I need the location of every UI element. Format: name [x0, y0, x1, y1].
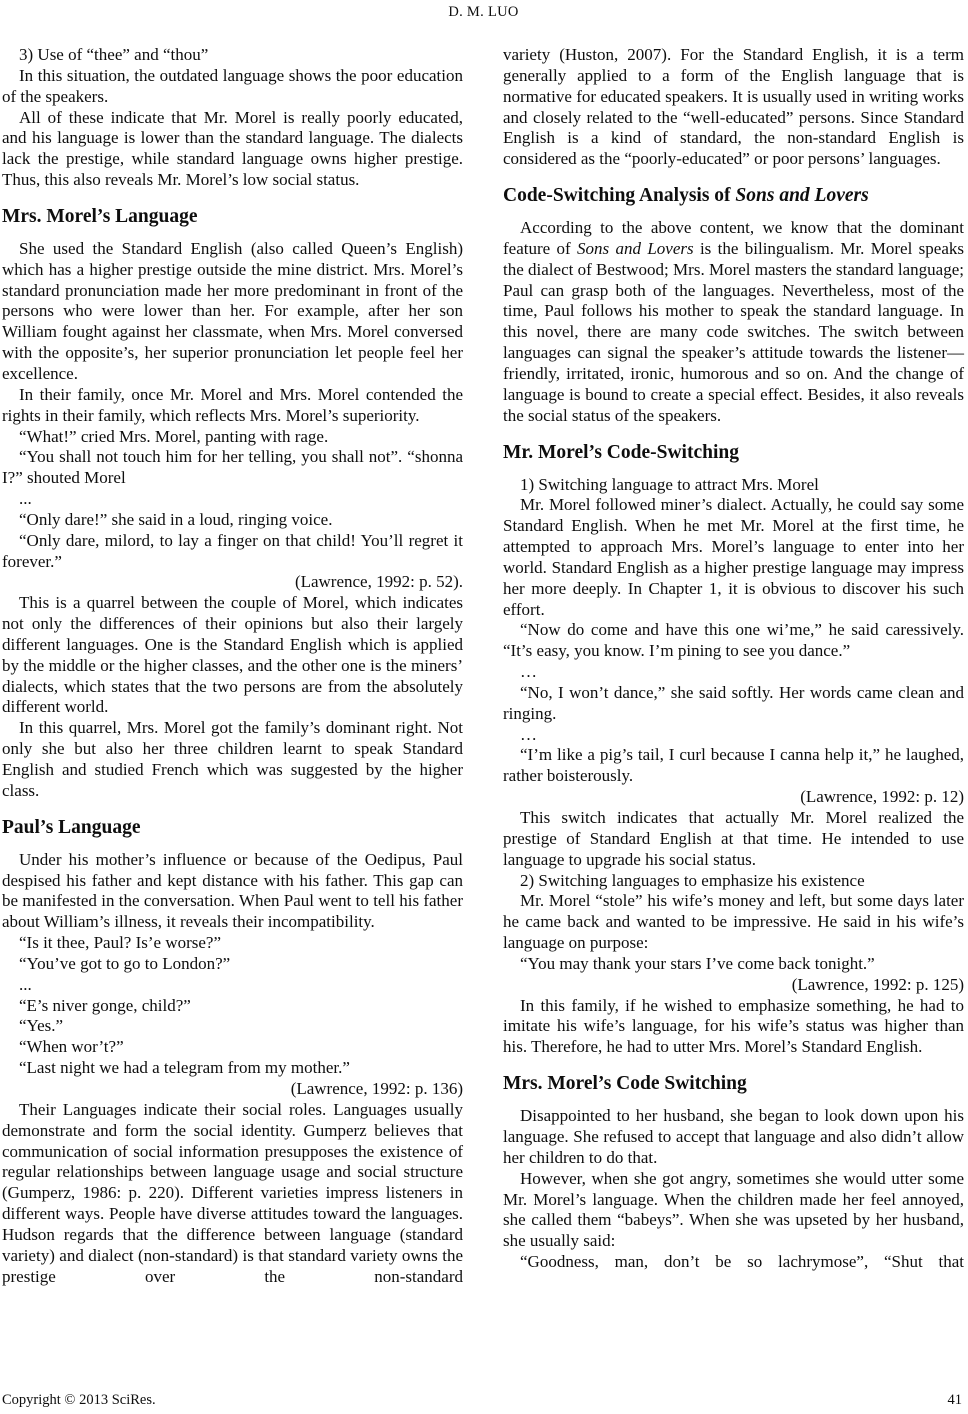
- citation-line: (Lawrence, 1992: p. 125): [791, 974, 964, 994]
- paragraph: 3) Use of “thee” and “thou”: [19, 45, 209, 64]
- paragraph: Mr. Morel “stole” his wife’s money and left, but some days later he came back and wanted to be impressive. He said in his wife’s language on purpose:: [503, 891, 964, 953]
- running-head-author: D. M. LUO: [448, 4, 519, 20]
- citation-line: (Lawrence, 1992: p. 136): [290, 1078, 463, 1098]
- paragraph: Under his mother’s influence or because of the Oedipus, Paul despised his father and kept distance with his father. This gap can be manifested in the conversation. When Paul went to tell his father about William’s illness, it reveals their incompatibility.: [2, 849, 463, 932]
- paragraph: “Goodness, man, don’t be so lachrymose”, “Shut that: [520, 1252, 964, 1272]
- paragraph: …: [520, 724, 537, 744]
- italic-text-run: Sons and Lovers: [735, 185, 869, 207]
- paragraph: ...: [19, 974, 32, 994]
- paragraph: Their Languages indicate their social roles. Languages usually demonstrate and form the social identity. Gumperz believes that communication of social information presupposes the existence of regular relationships between language usage and social structure (Gumperz, 1986: p. 220). Different varieties impress listeners in different ways. People have diverse attitudes toward the languages. Hudson regards that the difference between language (standard variety) and dialect (non-standard) is that standard variety owns the prestige over the non-standard: [2, 1099, 463, 1286]
- footer-copyright: Copyright © 2013 SciRes.: [2, 1392, 156, 1408]
- paragraph: “Last night we had a telegram from my mother.”: [19, 1058, 350, 1078]
- paragraph: variety (Huston, 2007). For the Standard English, it is a term generally applied to a form of the English language that is normative for educated speakers. It is usually used in writing works and closely related to the “well-educated” persons. Since Standard English is a kind of standard, the non-standard English is considered as the “poorly-educated” or poor persons’ languages.: [503, 45, 964, 169]
- paragraph: However, when she got angry, sometimes she would utter some Mr. Morel’s language. When the children made her feel annoyed, she called them “babeys”. When she was upseted by her husband, she usually said:: [503, 1168, 964, 1251]
- paragraph: “I’m like a pig’s tail, I curl because I canna help it,” he laughed, rather boisterously.: [503, 745, 964, 786]
- paragraph: In this situation, the outdated language shows the poor education of the speakers.: [2, 65, 463, 106]
- paragraph: 1) Switching language to attract Mrs. Morel: [520, 474, 819, 494]
- paragraph: “Only dare, milord, to lay a finger on that child! You’ll regret it forever.”: [2, 530, 463, 571]
- paragraph: 2) Switching languages to emphasize his existence: [520, 870, 865, 890]
- paragraph: “Yes.”: [19, 1016, 64, 1036]
- section-heading: Mr. Morel’s Code-Switching: [503, 441, 739, 463]
- paragraph: In this family, if he wished to emphasize something, he had to imitate his wife’s language, for his wife’s status was higher than his. Therefore, he had to utter Mrs. Morel’s Standard English.: [503, 995, 964, 1057]
- two-column-body: [2, 45, 965, 1287]
- section-heading: Mrs. Morel’s Language: [2, 205, 198, 227]
- text-run: According to the above content, we know that the dominant feature of: [503, 218, 964, 258]
- section-heading: [503, 184, 964, 208]
- text-run: Code-Switching Analysis of: [503, 185, 736, 207]
- paragraph: “Now do come and have this one wi’me,” he said caressively. “It’s easy, you know. I’m pining to see you dance.”: [503, 620, 964, 661]
- paragraph: “When wor’t?”: [19, 1037, 124, 1057]
- paragraph: This switch indicates that actually Mr. Morel realized the prestige of Standard English at that time. He intended to use language to upgrade his social status.: [503, 808, 964, 869]
- paragraph: [503, 218, 964, 426]
- right-column: [503, 45, 964, 1287]
- paragraph: “You’ve got to go to London?”: [19, 953, 231, 973]
- paragraph: In their family, once Mr. Morel and Mrs. Morel contended the rights in their family, which reflects Mrs. Morel’s superiority.: [2, 384, 463, 425]
- paragraph: Mr. Morel followed miner’s dialect. Actually, he could say some Standard English. When he met Mr. Morel at the first time, he attempted to approach Mrs. Morel’s language to enter into her world. Standard English as a higher prestige language may impress her more deeply. In Chapter 1, it is obvious to discover his such effort.: [503, 495, 964, 619]
- paragraph: All of these indicate that Mr. Morel is really poorly educated, and his language is lower than the standard language. The dialects lack the prestige, while standard language owns higher prestige. Thus, this also reveals Mr. Morel’s low social status.: [2, 107, 463, 190]
- paragraph: “You shall not touch him for her telling, you shall not”. “shonna I?” shouted Morel: [2, 447, 463, 488]
- citation-line: (Lawrence, 1992: p. 12): [800, 787, 964, 807]
- italic-text-run: Sons and Lovers: [577, 238, 694, 258]
- left-column: [2, 45, 463, 1287]
- paragraph: “Is it thee, Paul? Is’e worse?”: [19, 933, 222, 953]
- section-heading: Mrs. Morel’s Code Switching: [503, 1073, 747, 1095]
- citation-line: (Lawrence, 1992: p. 52).: [294, 572, 463, 592]
- text-run: is the bilingualism. Mr. Morel speaks the dialect of Bestwood; Mrs. Morel masters the standard language; Paul can grasp both of the languages. Nevertheless, most of the time, Paul follows his mother to speak the standard language. In this novel, there are many code switches. The switch between languages can signal the speaker’s attitude towards the listener—friendly, irritated, ironic, humorous and so on. And the change of language is bound to create a special effect. Besides, it also reveals the social status of the speakers.: [503, 238, 964, 425]
- paragraph: This is a quarrel between the couple of Morel, which indicates not only the differences of their opinions but also their largely different languages. One is the Standard English which is applied by the middle or the higher classes, and the other one is the miners’ dialects, which states that the two persons are from the absolutely different world.: [2, 593, 463, 717]
- page-footer: [2, 1392, 962, 1409]
- paragraph: ...: [19, 489, 32, 509]
- footer-page-number: 41: [947, 1392, 962, 1408]
- paragraph: …: [520, 662, 537, 682]
- paragraph: “Only dare!” she said in a loud, ringing voice.: [19, 509, 333, 529]
- paragraph: Disappointed to her husband, she began to look down upon his language. She refused to accept that language and also didn’t allow her children to do that.: [503, 1106, 964, 1167]
- paragraph: “No, I won’t dance,” she said softly. Her words came clean and ringing.: [503, 682, 964, 723]
- section-heading: Paul’s Language: [2, 816, 141, 838]
- paragraph: In this quarrel, Mrs. Morel got the family’s dominant right. Not only she but also her three children learnt to speak Standard English and studied French which was suggested by the higher class.: [2, 718, 463, 800]
- paragraph: “E’s niver gonge, child?”: [19, 995, 191, 1015]
- paragraph: She used the Standard English (also called Queen’s English) which has a higher prestige outside the mine district. Mrs. Morel’s standard pronunciation made her more predominant in front of the persons who were lower than her. For example, after her son William fought against her classmate, when Mrs. Morel conversed with the opposite’s, her superior pronunciation let people feel her excellence.: [2, 238, 463, 383]
- paragraph: “What!” cried Mrs. Morel, panting with rage.: [19, 426, 329, 446]
- paragraph: “You may thank your stars I’ve come back tonight.”: [520, 953, 875, 973]
